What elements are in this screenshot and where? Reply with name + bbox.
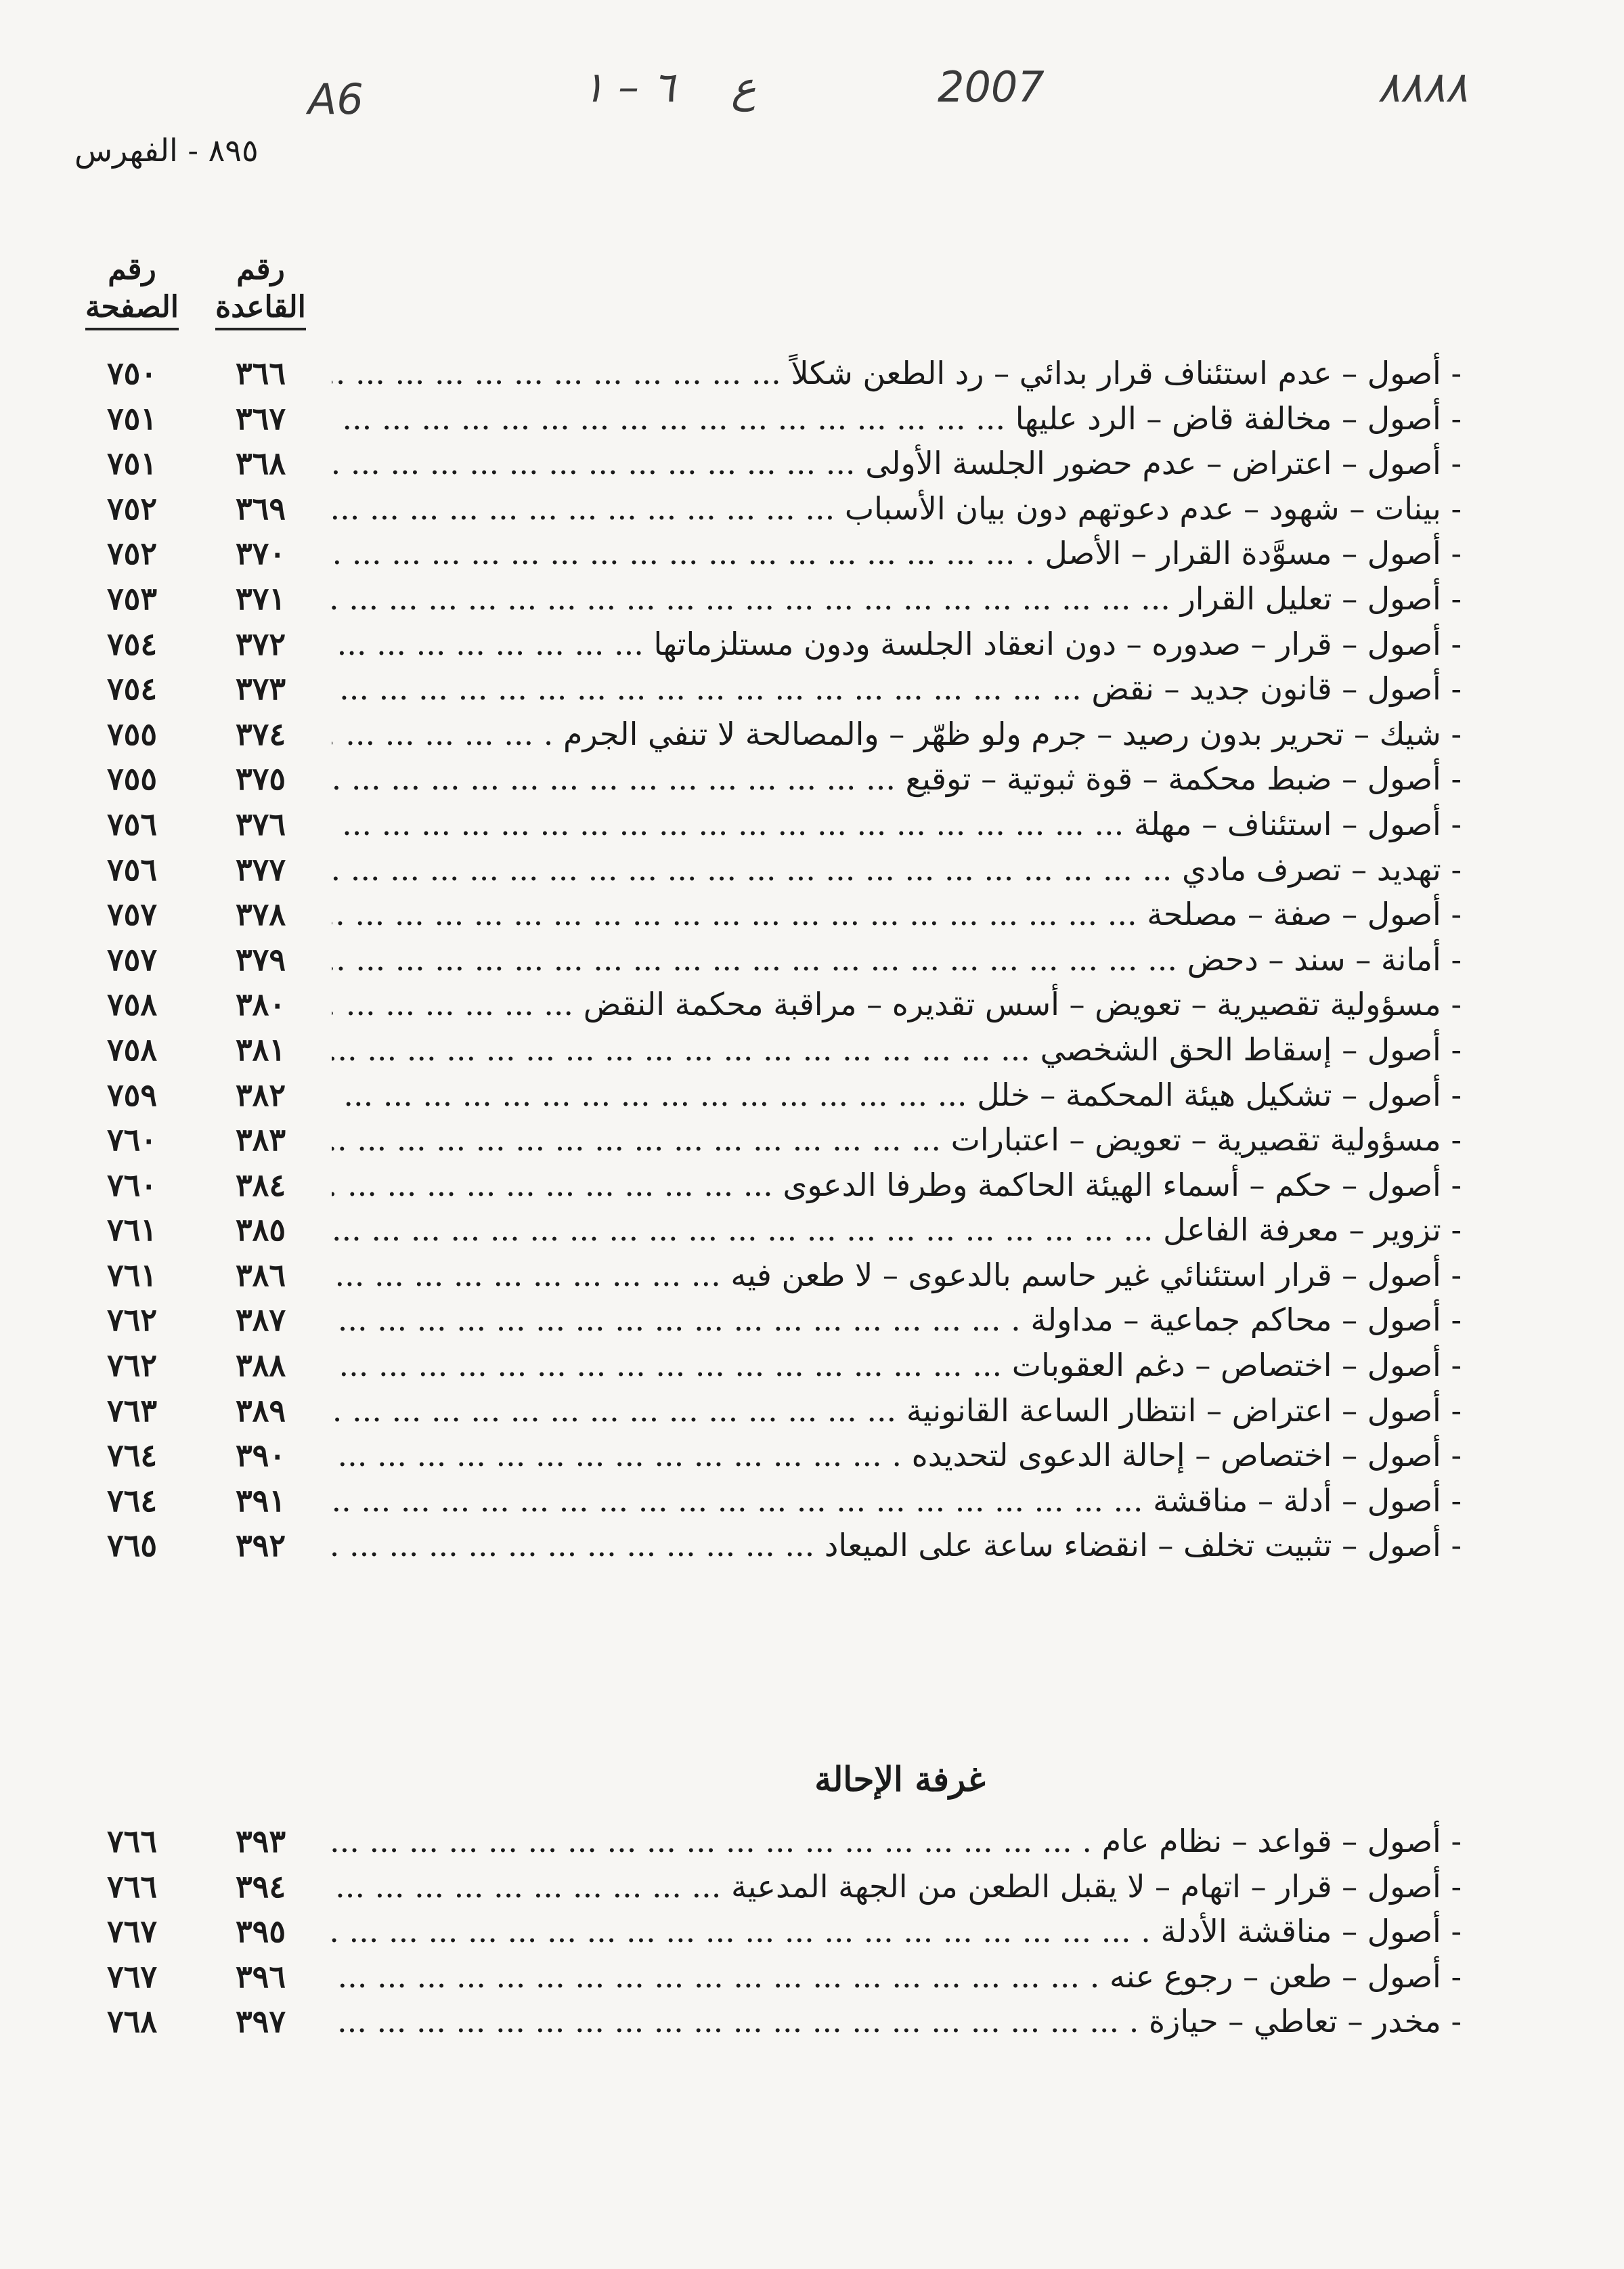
index-entry: [0, 1117, 1624, 1163]
index-entry: [0, 1388, 1624, 1433]
entry-page-number: ٧٦٨: [106, 2003, 158, 2040]
index-entry: [0, 756, 1624, 802]
index-entry: [0, 1297, 1624, 1343]
entry-text: - أصول – تعليل القرار ... .: [332, 576, 1462, 621]
index-entry: [0, 1478, 1624, 1524]
entry-page-number: ٧٦٤: [106, 1482, 158, 1519]
handwritten-note-letter: ع: [731, 62, 756, 112]
index-entry: [0, 1909, 1624, 1954]
index-entry: [0, 1819, 1624, 1864]
entry-text: - شيك – تحرير بدون رصيد – جرم ولو ظهّر – والمصالحة لا تنفي الجرم . ... .: [332, 712, 1462, 756]
entry-page-number: ٧٦٥: [106, 1527, 158, 1564]
entry-page-number: ٧٥٤: [106, 625, 158, 662]
entry-text: - أصول – اعتراض – انتظار الساعة القانونية ... .: [332, 1388, 1462, 1433]
index-entry: [0, 441, 1624, 486]
page-number-label: ٨٩٥ - الفهرس: [74, 132, 259, 169]
entry-page-number: ٧٥٠: [106, 355, 158, 391]
entry-page-number: ٧٥١: [106, 399, 158, 437]
entry-text: - أصول – ضبط محكمة – قوة ثبوتية – توقيع ... .: [332, 756, 1462, 801]
index-entry: [0, 531, 1624, 576]
handwritten-note-year: 2007: [938, 62, 1045, 112]
entry-rule-number: ٣٧١: [235, 580, 286, 617]
entry-text: - أصول – قرار – صدوره – دون انعقاد الجلسة ودون مستلزماتها ... .: [332, 622, 1462, 666]
rule-number-column-header: [203, 251, 318, 330]
entry-rule-number: ٣٩٢: [235, 1527, 286, 1564]
entry-page-number: ٧٦١: [106, 1211, 158, 1249]
entry-text: - تهديد – تصرف مادي ... .: [332, 847, 1462, 892]
entry-text: - أصول – قرار استئنائي غير حاسم بالدعوى – لا طعن فيه ... .: [332, 1253, 1462, 1297]
index-entry: [0, 576, 1624, 622]
entry-rule-number: ٣٦٧: [235, 399, 286, 437]
section-title-text: غرفة الإحالة: [814, 1759, 986, 1799]
index-entry: [0, 622, 1624, 667]
entry-text: - أصول – إسقاط الحق الشخصي ... .: [332, 1027, 1462, 1072]
index-entry: [0, 1207, 1624, 1253]
index-entry: [0, 712, 1624, 757]
entry-rule-number: ٣٨٠: [235, 986, 286, 1023]
entry-page-number: ٧٥٤: [106, 670, 158, 708]
index-entry: [0, 1073, 1624, 1118]
entry-text: - أصول – مسوَّدة القرار – الأصل . ... .: [332, 531, 1462, 576]
entry-text: - مخدر – تعاطي – حيازة . ... .: [332, 1999, 1462, 2044]
entry-rule-number: ٣٦٦: [235, 355, 286, 391]
entry-page-number: ٧٥٦: [106, 805, 158, 842]
index-entry: [0, 937, 1624, 982]
handwritten-note-range: ٦ – ١: [582, 62, 676, 112]
entry-rule-number: ٣٩١: [235, 1482, 286, 1519]
page-number-column-header: [74, 251, 190, 330]
entry-text: - أصول – قانون جديد – نقض ... .: [332, 666, 1462, 711]
entry-page-number: ٧٦١: [106, 1256, 158, 1293]
entry-page-number: ٧٥٢: [106, 490, 158, 527]
entry-rule-number: ٣٩٧: [235, 2003, 286, 2040]
entry-rule-number: ٣٨٣: [235, 1121, 286, 1159]
index-entry: [0, 396, 1624, 441]
entry-rule-number: ٣٨١: [235, 1031, 286, 1068]
rule-header-line1: رقم: [236, 252, 285, 286]
index-entry: [0, 802, 1624, 847]
entry-page-number: ٧٦٠: [106, 1166, 158, 1203]
index-entry: [0, 1999, 1624, 2044]
entry-text: - أصول – طعن – رجوع عنه . ... .: [332, 1954, 1462, 1999]
entry-rule-number: ٣٨٦: [235, 1256, 286, 1293]
index-entry: [0, 1343, 1624, 1388]
entry-page-number: ٧٥١: [106, 445, 158, 482]
entry-rule-number: ٣٧٤: [235, 715, 286, 752]
entry-text: - أصول – اختصاص – إحالة الدعوى لتحديده . ... .: [332, 1433, 1462, 1477]
index-entry: [0, 1433, 1624, 1478]
index-entry: [0, 1954, 1624, 2000]
index-entry: [0, 666, 1624, 712]
entry-rule-number: ٣٨٩: [235, 1391, 286, 1429]
index-entry: [0, 892, 1624, 937]
entry-page-number: ٧٦٣: [106, 1391, 158, 1429]
entry-text: - مسؤولية تقصيرية – تعويض – اعتبارات ... .: [332, 1117, 1462, 1162]
entry-text: - مسؤولية تقصيرية – تعويض – أسس تقديره – مراقبة محكمة النقض ... .: [332, 982, 1462, 1027]
entry-page-number: ٧٥٥: [106, 760, 158, 798]
entry-text: - أصول – استئناف – مهلة ... .: [332, 802, 1462, 846]
entry-text: - أصول – قواعد – نظام عام . ... .: [332, 1819, 1462, 1863]
entry-rule-number: ٣٦٩: [235, 490, 286, 527]
entry-text: - أصول – قرار – اتهام – لا يقبل الطعن من الجهة المدعية ... .: [332, 1864, 1462, 1909]
entry-page-number: ٧٥٥: [106, 715, 158, 752]
index-entry: [0, 982, 1624, 1027]
entry-page-number: ٧٥٢: [106, 535, 158, 572]
entry-text: - أصول – أدلة – مناقشة ... .: [332, 1478, 1462, 1523]
entry-text: - تزوير – معرفة الفاعل ... .: [332, 1207, 1462, 1252]
entry-text: - بينات – شهود – عدم دعوتهم دون بيان الأسباب ... .: [332, 486, 1462, 531]
entry-rule-number: ٣٩٤: [235, 1867, 286, 1905]
index-list: [0, 351, 1624, 1568]
handwritten-note-a6: A6: [308, 74, 364, 124]
rule-header-line2: القاعدة: [215, 288, 306, 330]
entry-page-number: ٧٥٣: [106, 580, 158, 617]
entry-rule-number: ٣٨٧: [235, 1301, 286, 1339]
entry-rule-number: ٣٨٨: [235, 1347, 286, 1384]
entry-rule-number: ٣٧٣: [235, 670, 286, 708]
index-entry: [0, 1253, 1624, 1298]
entry-text: - أمانة – سند – دحض ... .: [332, 937, 1462, 982]
entry-text: - أصول – اختصاص – دغم العقوبات ... .: [332, 1343, 1462, 1387]
entry-page-number: ٧٦٤: [106, 1437, 158, 1474]
index-entry: [0, 1523, 1624, 1568]
entry-page-number: ٧٦٦: [106, 1867, 158, 1905]
section-index-list: [0, 1819, 1624, 2044]
entry-rule-number: ٣٨٥: [235, 1211, 286, 1249]
entry-rule-number: ٣٨٢: [235, 1076, 286, 1113]
entry-rule-number: ٣٧٦: [235, 805, 286, 842]
entry-text: - أصول – مخالفة قاض – الرد عليها ... .: [332, 396, 1462, 441]
entry-page-number: ٧٥٨: [106, 986, 158, 1023]
index-entry: [0, 486, 1624, 532]
handwritten-note-number: ٨٨٨٨: [1378, 62, 1468, 112]
entry-rule-number: ٣٧٨: [235, 896, 286, 933]
entry-page-number: ٧٦٧: [106, 1958, 158, 1995]
entry-page-number: ٧٦٦: [106, 1823, 158, 1859]
page-header-line2: الصفحة: [85, 288, 179, 330]
entry-rule-number: ٣٩٣: [235, 1823, 286, 1859]
entry-rule-number: ٣٧٩: [235, 941, 286, 978]
entry-rule-number: ٣٧٠: [235, 535, 286, 572]
entry-page-number: ٧٦٢: [106, 1301, 158, 1339]
entry-page-number: ٧٥٦: [106, 850, 158, 888]
index-entry: [0, 351, 1624, 396]
entry-page-number: ٧٦٠: [106, 1121, 158, 1159]
entry-text: - أصول – تثبيت تخلف – انقضاء ساعة على الميعاد ... .: [332, 1523, 1462, 1568]
entry-text: - أصول – تشكيل هيئة المحكمة – خلل ... .: [332, 1073, 1462, 1117]
entry-page-number: ٧٥٧: [106, 941, 158, 978]
entry-rule-number: ٣٩٥: [235, 1913, 286, 1950]
index-entry: [0, 1864, 1624, 1909]
entry-rule-number: ٣٧٧: [235, 850, 286, 888]
entry-page-number: ٧٥٩: [106, 1076, 158, 1113]
entry-page-number: ٧٦٧: [106, 1913, 158, 1950]
entry-text: - أصول – مناقشة الأدلة . ... .: [332, 1909, 1462, 1953]
entry-page-number: ٧٦٢: [106, 1347, 158, 1384]
entry-text: - أصول – صفة – مصلحة ... .: [332, 892, 1462, 936]
entry-text: - أصول – محاكم جماعية – مداولة . ... .: [332, 1297, 1462, 1342]
index-entry: [0, 847, 1624, 892]
entry-page-number: ٧٥٧: [106, 896, 158, 933]
index-entry: [0, 1163, 1624, 1208]
entry-rule-number: ٣٦٨: [235, 445, 286, 482]
entry-text: - أصول – حكم – أسماء الهيئة الحاكمة وطرفا الدعوى ... .: [332, 1163, 1462, 1207]
entry-rule-number: ٣٨٤: [235, 1166, 286, 1203]
entry-text: - أصول – عدم استئناف قرار بدائي – رد الطعن شكلاً ... .: [332, 351, 1462, 395]
section-title: [0, 1759, 1624, 1799]
page-header-line1: رقم: [108, 252, 156, 286]
entry-rule-number: ٣٩٠: [235, 1437, 286, 1474]
entry-rule-number: ٣٧٢: [235, 625, 286, 662]
entry-page-number: ٧٥٨: [106, 1031, 158, 1068]
index-entry: [0, 1027, 1624, 1073]
entry-rule-number: ٣٧٥: [235, 760, 286, 798]
entry-rule-number: ٣٩٦: [235, 1958, 286, 1995]
entry-text: - أصول – اعتراض – عدم حضور الجلسة الأولى ... .: [332, 441, 1462, 485]
